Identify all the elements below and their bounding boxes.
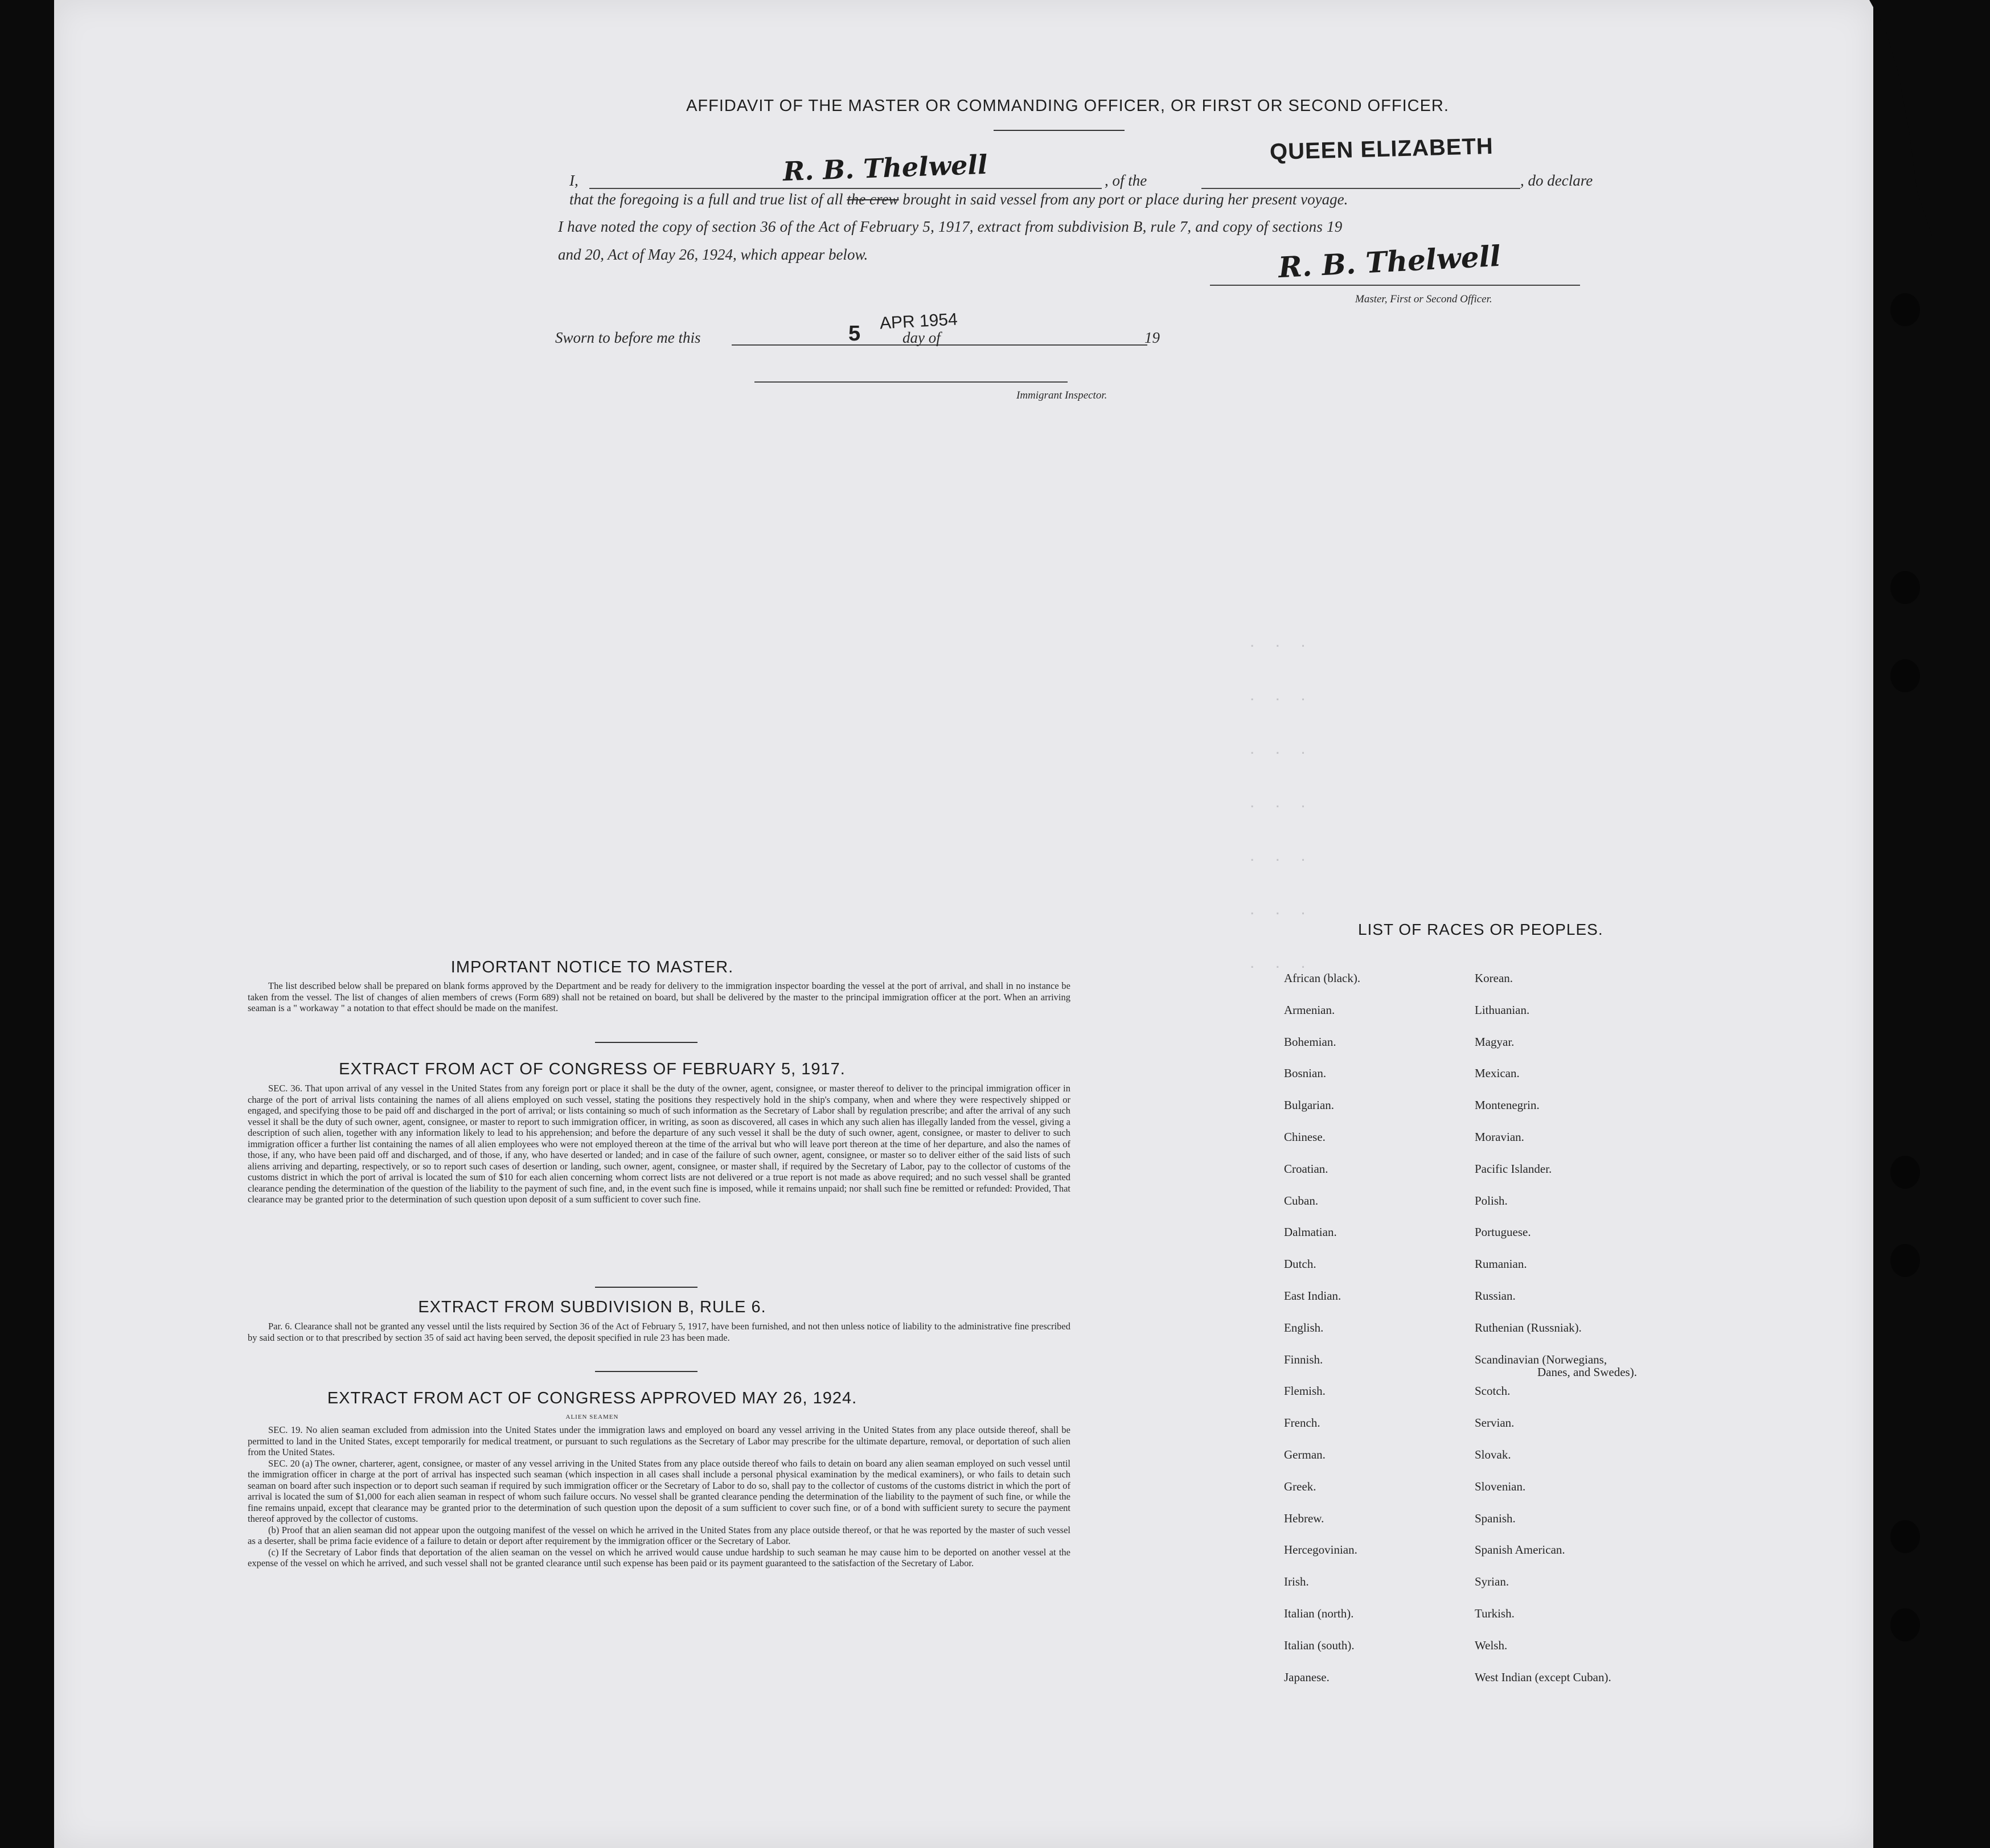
race-left-item: Greek. (1284, 1479, 1316, 1493)
race-right-item: Servian. (1475, 1416, 1515, 1430)
notice-body: The list described below shall be prepared on blank forms approved by the Department and be ready for delivery to the immigration inspector boarding the vessel at the port of arrival, and shall in no instance be taken from the vessel. The list of changes of alien members of crews (Form 689) shall not be retained on board, but shall be delivered by the master to the principal immigration officer at the port. When an arriving seaman is a " workaway " a notation to that effect should be made on the manifest. (248, 980, 1070, 1013)
race-left-item: Bulgarian. (1284, 1098, 1335, 1112)
punch-hole (1890, 1244, 1920, 1277)
races-title: LIST OF RACES OR PEOPLES. (1358, 921, 1603, 938)
notice-rule (595, 1042, 697, 1043)
sec19-text: SEC. 19. No alien seaman excluded from admission into the United States under the immigration laws and employed on board any vessel arriving in the United States from any place outside thereof, shall be permitted to land in the United States, except temporarily for medical treatment, or pursuant to such regulations as the Secretary of Labor may prescribe for the ultimate departure, removal, or deportation of such alien from the United States. (248, 1424, 1070, 1457)
sworn-day-of: day of (902, 329, 941, 346)
race-left-item: Hebrew. (1284, 1511, 1324, 1525)
race-left-item: Irish. (1284, 1575, 1309, 1589)
race-left-item: African (black). (1284, 971, 1361, 985)
torn-corner (1774, 0, 1933, 239)
extract1917-title: EXTRACT FROM ACT OF CONGRESS OF FEBRUARY 5, 1917. (339, 1060, 846, 1078)
race-right-item: Rumanian. (1475, 1257, 1527, 1271)
affidavit-i-label: I, (569, 172, 578, 189)
race-right-item: Slovak. (1475, 1448, 1511, 1461)
race-right-item: Spanish. (1475, 1511, 1516, 1525)
document-page (54, 0, 1873, 1848)
race-right-item: West Indian (except Cuban). (1475, 1670, 1611, 1684)
race-left-item: Japanese. (1284, 1670, 1330, 1684)
master-signature-line (1210, 268, 1580, 286)
race-right-item: Polish. (1475, 1193, 1508, 1208)
rule6-title: EXTRACT FROM SUBDIVISION B, RULE 6. (418, 1298, 766, 1316)
notice-title: IMPORTANT NOTICE TO MASTER. (450, 958, 734, 976)
rule6-rule (595, 1371, 697, 1372)
race-left-item: Armenian. (1284, 1003, 1335, 1017)
race-right-item: Moravian. (1475, 1130, 1524, 1144)
vessel-underline (1201, 171, 1520, 189)
inspector-caption: Immigrant Inspector. (1016, 389, 1107, 401)
race-right-item: Lithuanian. (1475, 1003, 1530, 1017)
master-caption: Master, First or Second Officer. (1355, 293, 1492, 305)
race-left-item: Dalmatian. (1284, 1225, 1337, 1239)
affidavit-of-the: , of the (1105, 172, 1147, 189)
affidavit-line2 (569, 191, 1617, 208)
punch-hole (1890, 659, 1920, 692)
race-left-item: East Indian. (1284, 1289, 1341, 1303)
race-right-item: Portuguese. (1475, 1225, 1531, 1239)
race-left-item: Dutch. (1284, 1257, 1316, 1271)
race-left-item: Bosnian. (1284, 1066, 1327, 1081)
race-scandinavian-line2: Danes, and Swedes). (1537, 1365, 1637, 1379)
race-right-item: Russian. (1475, 1289, 1516, 1303)
race-left-item: Italian (south). (1284, 1638, 1355, 1652)
affidavit-title-rule (994, 130, 1125, 131)
extract1924-body (248, 1424, 1070, 1569)
race-left-item: Chinese. (1284, 1130, 1326, 1144)
struck-text: the crew (847, 191, 899, 208)
sworn-day-value: 5 (848, 322, 861, 346)
race-right-item: Montenegrin. (1475, 1098, 1540, 1112)
affidavit-title: AFFIDAVIT OF THE MASTER OR COMMANDING OFFICER, OR FIRST OR SECOND OFFICER. (686, 97, 1449, 115)
sec20c-text: (c) If the Secretary of Labor finds that deportation of the alien seaman on the vessel on which he arrived would cause undue hardship to such seaman he may cause him to be deported on another vessel at the expense of the vessel on which he arrived, and such vessel shall not be granted clearance until such expense has been paid or its payment guaranteed to the satisfaction of the Secretary of Labor. (248, 1546, 1070, 1568)
sec20a-text: SEC. 20 (a) The owner, charterer, agent, consignee, or master of any vessel arriving in the United States from any place outside thereof who fails to detain on board any alien seaman employed on such vessel until the immigration officer in charge at the port of arrival has inspected such seaman (which inspection in all cases shall include a personal physical examination by the medical examiners), or who fails to detain such seaman on board after such inspection or to deport such seaman if required by such immigration officer or the Secretary of Labor to do so, shall pay to the collector of customs of the customs district in which the port of arrival is located the sum of $1,000 for each alien seaman in respect of whom such failure occurs. No vessel shall be granted clearance pending the determination of the liability to the payment of such fine, or while the fine remains unpaid, except that clearance may be granted prior to the determination of such question upon the deposit of a sum sufficient to cover such fine, or of a bond with sufficient surety to secure the payment thereof approved by the collector of customs. (248, 1457, 1070, 1524)
race-right-item: Turkish. (1475, 1607, 1515, 1620)
race-left-item: Hercegovinian. (1284, 1543, 1357, 1557)
punch-hole (1890, 1520, 1920, 1553)
race-left-item: Finnish. (1284, 1352, 1323, 1366)
race-right-item: Slovenian. (1475, 1479, 1526, 1493)
race-left-item: Croatian. (1284, 1161, 1328, 1176)
rule6-body: Par. 6. Clearance shall not be granted any vessel until the lists required by Section 36 of the Act of February 5, 1917, have been furnished, and not then unless notice of liability to the administrative fine prescribed by said section or to that prescribed by section 35 of said act having been served, the deposit specified in rule 23 has been made. (248, 1321, 1070, 1343)
extract1917-body: SEC. 36. That upon arrival of any vessel in the United States from any foreign port or place it shall be the duty of the owner, agent, consignee, or master thereof to deliver to the principal immigration officer in charge of the port of arrival lists containing the names of all aliens employed on such vessel, stating the positions they respectively hold in the ship's company, when and where they were respectively shipped or engaged, and specifying those to be paid off and discharged in the port of arrival; or lists containing so much of such information as the Secretary of Labor shall by regulation prescribe; and after the arrival of any such vessel it shall be the duty of such owner, agent, consignee, or master to report to such immigration officer, in writing, as soon as discovered, all cases in which any such alien has illegally landed from the vessel, giving a description of such alien, together with any information likely to lead to his apprehension; and before the departure of any such vessel it shall be the duty of such owner, agent, consignee, or master to deliver to such immigration officer a further list containing the names of all alien employees who were not employed thereon at the time of the arrival but who will leave port thereon at the time of her departure, and also the names of those, if any, who have been paid off and discharged, and of those, if any, who have deserted or landed; and in case of the failure of such owner, agent, consignee, or master so to deliver either of the said lists of such aliens arriving and departing, respectively, or so to report such cases of desertion or landing, such owner, agent, consignee, or master shall, if required by the Secretary of Labor, pay to the collector of customs of the customs district in which the port of arrival is located the sum of $10 for each alien concerning whom correct lists are not delivered or a true report is not made as above required; and no such vessel shall be granted clearance pending the determination of the question of the liability to the payment of such fine, and, in the event such fine is imposed, while it remains unpaid; nor shall such fine be remitted or refunded: Provided, That clearance may be granted prior to the determination of such question upon deposit of a sum sufficient to cover such fine. (248, 1083, 1070, 1205)
race-right-item: Ruthenian (Russniak). (1475, 1320, 1582, 1334)
affidavit-line4: and 20, Act of May 26, 1924, which appear below. (558, 246, 868, 263)
bleed-through-marks: . . . . . . . . . . . . . . . . . . . . . (1250, 632, 1314, 972)
race-left-item: Flemish. (1284, 1384, 1326, 1398)
race-left-item: German. (1284, 1448, 1326, 1461)
race-right-item: Pacific Islander. (1475, 1161, 1552, 1176)
race-right-item: Scandinavian (Norwegians, (1475, 1352, 1607, 1366)
race-left-item: English. (1284, 1320, 1324, 1334)
race-left-item: Italian (north). (1284, 1607, 1354, 1620)
date-stamp: APR 1954 (879, 310, 958, 333)
punch-hole (1890, 1608, 1920, 1641)
inspector-signature-line (754, 364, 1068, 383)
race-right-item: Korean. (1475, 971, 1513, 985)
race-right-item: Scotch. (1475, 1384, 1511, 1398)
affidavit-line2-rest: brought in said vessel from any port or place during her present voyage. (902, 191, 1348, 208)
sec20b-text: (b) Proof that an alien seaman did not appear upon the outgoing manifest of the vessel on which he arrived in the United States from any place outside thereof, or that he was reported by the master of such vessel as a deserter, shall be prima facie evidence of a failure to detain or deport after requirement by the immigration officer or the Secretary of Labor. (248, 1524, 1070, 1546)
extract1924-subtitle: ALIEN SEAMEN (565, 1414, 619, 1420)
extract1917-rule (595, 1287, 697, 1288)
affidavit-line3: I have noted the copy of section 36 of the Act of February 5, 1917, extract from subdivision B, rule 7, and copy of sections 19 (558, 218, 1343, 235)
vessel-name-stamp: QUEEN ELIZABETH (1269, 133, 1494, 165)
race-right-item: Mexican. (1475, 1066, 1520, 1081)
punch-hole (1890, 293, 1920, 326)
master-name-signature: R. B. Thelwell (782, 149, 988, 187)
race-left-item: Bohemian. (1284, 1034, 1336, 1049)
punch-hole (1890, 1156, 1920, 1189)
sworn-label: Sworn to before me this (555, 329, 701, 346)
extract1924-title: EXTRACT FROM ACT OF CONGRESS APPROVED MAY 26, 1924. (327, 1389, 857, 1407)
punch-hole (1890, 571, 1920, 604)
sworn-year-prefix: 19 (1144, 329, 1160, 346)
affidavit-declare: , do declare (1520, 172, 1593, 189)
affidavit-line2-start: that the foregoing is a full and true list of all (569, 191, 843, 208)
race-right-item: Magyar. (1475, 1034, 1515, 1049)
race-right-item: Syrian. (1475, 1575, 1509, 1589)
race-right-item: Welsh. (1475, 1638, 1508, 1652)
race-left-item: Cuban. (1284, 1193, 1319, 1208)
race-left-item: French. (1284, 1416, 1320, 1430)
race-right-item: Spanish American. (1475, 1543, 1565, 1557)
master-signature: R. B. Thelwell (1277, 239, 1501, 285)
